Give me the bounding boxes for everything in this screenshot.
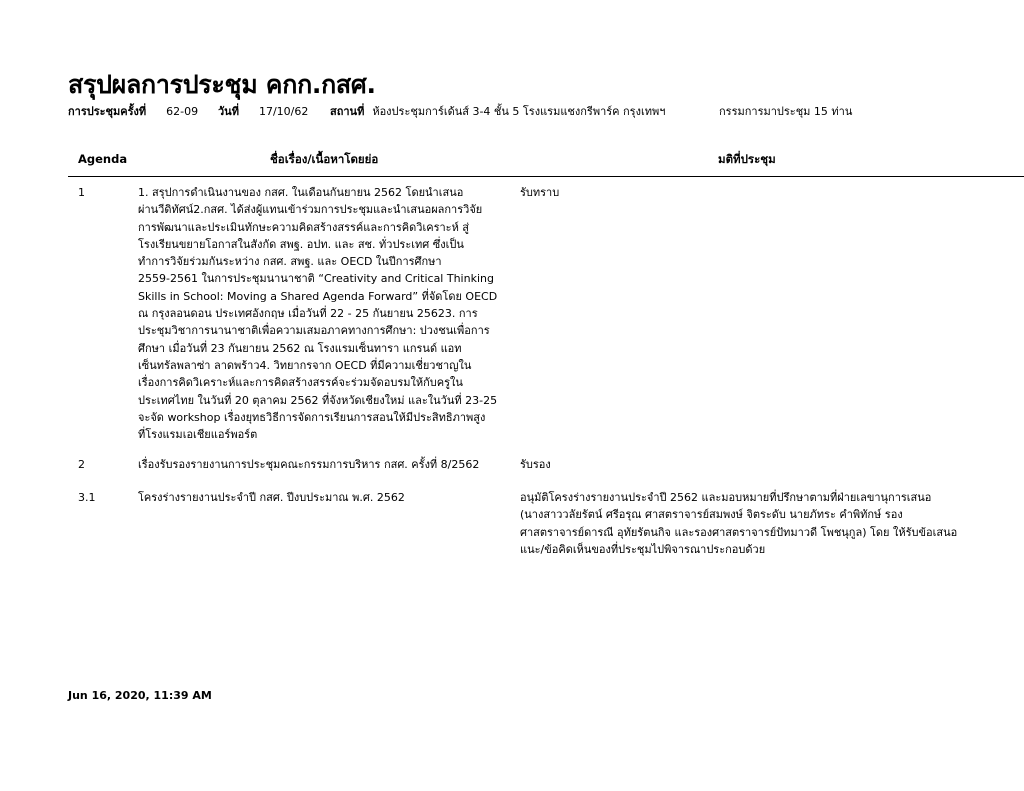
resolution-line: แนะ/ข้อคิดเห็นของที่ประชุมไปพิจารณาประกอบด้วย [520, 542, 766, 556]
subject-cell [138, 489, 510, 506]
subject-line: เรื่องรับรองรายงานการประชุมคณะกรรมการบริหาร กสศ. ครั้งที่ 8/2562 [138, 458, 480, 471]
subject-line: การพัฒนาและประเมินทักษะความคิดสร้างสรรค์และการคิดวิเคราะห์ สู่ [138, 220, 470, 234]
subject-line: โรงเรียนขยายโอกาสในสังกัด สพฐ. อปท. และ สช. ทั่วประเทศ ซึ่งเป็น [138, 237, 464, 251]
subject-line: ประเทศไทย ในวันที่ 20 ตุลาคม 2562 ที่จังหวัดเชียงใหม่ และในวันที่ 23-25 [138, 393, 498, 407]
meeting-date [218, 104, 308, 119]
resolution-line: อนุมัติโครงร่างรายงานประจำปี 2562 และมอบหมายที่ปรึกษาตามที่ฝ่ายเลขานุการเสนอ [520, 491, 932, 504]
subject-line: 1. สรุปการดำเนินงานของ กสศ. ในเดือนกันยายน 2562 โดยนำเสนอ [138, 186, 464, 199]
document-title: สรุปผลการประชุม คกก.กสศ. [68, 70, 376, 99]
subject-line: จะจัด workshop เรื่องยุทธวิธีการจัดการเรียนการสอนให้มีประสิทธิภาพสูง [138, 410, 486, 424]
print-timestamp: Jun 16, 2020, 11:39 AM [68, 689, 212, 702]
agenda-number: 2 [78, 458, 85, 471]
subject-line: ประชุมวิชาการนานาชาติเพื่อความเสมอภาคทางการศึกษา: ปวงชนเพื่อการ [138, 324, 490, 338]
resolution-line: ศาสตราจารย์ดารณี อุทัยรัตนกิจ และรองศาสตราจารย์ปัทมาวดี โพชนุกูล) โดย ให้รับข้อเสนอ [520, 525, 958, 539]
subject-line: เซ็นทรัลพลาซ่า ลาดพร้าว4. วิทยากรจาก OECD ที่มีความเชี่ยวชาญใน [138, 358, 472, 372]
subject-cell [138, 184, 510, 443]
meeting-place-label: สถานที่ [330, 105, 365, 118]
meeting-round [68, 104, 198, 119]
resolution-cell [520, 184, 990, 201]
subject-line: ที่โรงแรมเอเชียแอร์พอร์ต [138, 428, 258, 442]
meeting-round-label: การประชุมครั้งที่ [68, 105, 147, 118]
column-header-agenda: Agenda [78, 152, 128, 166]
subject-line: เรื่องการคิดวิเคราะห์และการคิดสร้างสรรค์จะร่วมจัดอบรมให้กับครูใน [138, 376, 463, 390]
resolution-cell [520, 489, 990, 558]
agenda-number: 3.1 [78, 491, 96, 504]
subject-line: ศึกษา เมื่อวันที่ 23 กันยายน 2562 ณ โรงแรมเซ็นทารา แกรนด์ แอท [138, 341, 462, 355]
resolution-line: รับรอง [520, 458, 551, 471]
header-divider [68, 176, 1024, 177]
subject-line: ณ กรุงลอนดอน ประเทศอังกฤษ เมื่อวันที่ 22 - 25 กันยายน 25623. การ [138, 307, 478, 321]
meeting-round-value: 62-09 [166, 105, 199, 118]
column-header-subject: ชื่อเรื่อง/เนื้อหาโดยย่อ [270, 152, 379, 166]
subject-line: Skills in School: Moving a Shared Agenda Forward” ที่จัดโดย OECD [138, 289, 498, 303]
meeting-place [330, 104, 665, 119]
members-present: กรรมการมาประชุม 15 ท่าน [719, 105, 853, 118]
subject-cell [138, 456, 510, 473]
subject-line: ทำการวิจัยร่วมกันระหว่าง กสศ. สพฐ. และ OECD ในปีการศึกษา [138, 255, 442, 269]
meeting-place-value: ห้องประชุมการ์เด้นส์ 3-4 ชั้น 5 โรงแรมแชงกรีพาร์ค กรุงเทพฯ [372, 105, 666, 118]
meeting-date-label: วันที่ [218, 105, 239, 118]
resolution-line: รับทราบ [520, 186, 560, 199]
resolution-line: (นางสาววลัยรัตน์ ศรีอรุณ ศาสตราจารย์สมพงษ์ จิตระดับ นายภัทระ คำพิทักษ์ รอง [520, 508, 903, 522]
meeting-date-value: 17/10/62 [258, 105, 309, 118]
subject-line: ผ่านวีดิทัศน์2.กสศ. ได้ส่งผู้แทนเข้าร่วมการประชุมและนำเสนอผลการวิจัย [138, 203, 483, 217]
subject-line: 2559-2561 ในการประชุมนานาชาติ “Creativity and Critical Thinking [138, 272, 494, 286]
resolution-cell [520, 456, 990, 473]
agenda-number: 1 [78, 186, 85, 199]
subject-line: โครงร่างรายงานประจำปี กสศ. ปีงบประมาณ พ.ศ. 2562 [138, 491, 405, 504]
column-header-resolution: มติที่ประชุม [718, 152, 776, 166]
